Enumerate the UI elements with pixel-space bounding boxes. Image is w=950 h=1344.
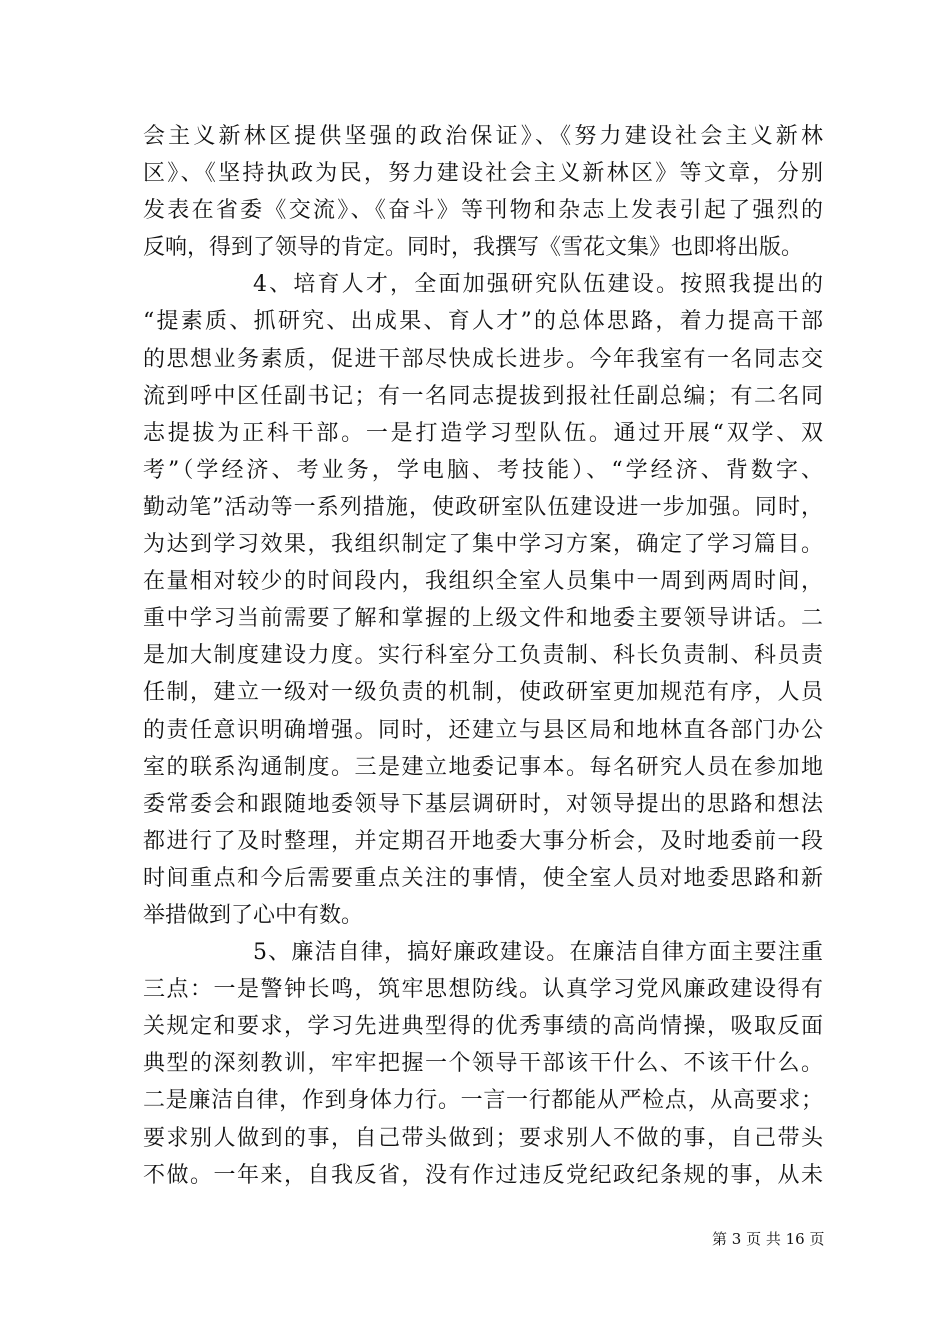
text-line: 要求别人做到的事，自己带头做到；要求别人不做的事，自己带头 xyxy=(143,1125,823,1151)
text-line: 都进行了及时整理，并定期召开地委大事分析会，及时地委前一段 xyxy=(143,828,823,854)
text-line: 的思想业务素质，促进干部尽快成长进步。今年我室有一名同志交 xyxy=(143,346,823,372)
text-line: 时间重点和今后需要重点关注的事情，使全室人员对地委思路和新 xyxy=(143,865,823,891)
text-line: 委常委会和跟随地委领导下基层调研时，对领导提出的思路和想法 xyxy=(143,791,823,817)
section-heading-line: 4、培育人才，全面加强研究队伍建设。按照我提出的 xyxy=(253,272,823,298)
text-line: 在量相对较少的时间段内，我组织全室人员集中一周到两周时间， xyxy=(143,569,823,595)
body-text xyxy=(143,118,823,1194)
text-line: 勤动笔”活动等一系列措施，使政研室队伍建设进一步加强。同时， xyxy=(143,494,823,520)
text-line: 关规定和要求，学习先进典型得的优秀事绩的高尚情操，吸取反面 xyxy=(143,1014,823,1040)
text-line: 典型的深刻教训，牢牢把握一个领导干部该干什么、不该干什么。 xyxy=(143,1051,823,1077)
page-number-footer: 第 3 页 共 16 页 xyxy=(712,1230,825,1248)
text-line: 志提拔为正科干部。一是打造学习型队伍。通过开展“双学、双 xyxy=(143,420,823,446)
text-line: 区》、《坚持执政为民，努力建设社会主义新林区》等文章，分别 xyxy=(143,161,823,187)
text-line: 流到呼中区任副书记；有一名同志提拔到报社任副总编；有二名同 xyxy=(143,383,823,409)
text-line: 发表在省委《交流》、《奋斗》等刊物和杂志上发表引起了强烈的 xyxy=(143,198,823,224)
section-heading-line: 5、廉洁自律，搞好廉政建设。在廉洁自律方面主要注重 xyxy=(253,940,823,966)
text-line: 举措做到了心中有数。 xyxy=(143,902,364,928)
text-line: 三点：一是警钟长鸣，筑牢思想防线。认真学习党风廉政建设得有 xyxy=(143,977,823,1003)
text-line: 为达到学习效果，我组织制定了集中学习方案，确定了学习篇目。 xyxy=(143,532,823,558)
text-line: 会主义新林区提供坚强的政治保证》、《努力建设社会主义新林 xyxy=(143,124,823,149)
text-line: 任制，建立一级对一级负责的机制，使政研室更加规范有序，人员 xyxy=(143,680,823,706)
text-line: 重中学习当前需要了解和掌握的上级文件和地委主要领导讲话。二 xyxy=(143,606,823,632)
text-line: 二是廉洁自律，作到身体力行。一言一行都能从严检点，从高要求； xyxy=(143,1088,823,1114)
text-line: 的责任意识明确增强。同时，还建立与县区局和地林直各部门办公 xyxy=(143,717,823,743)
text-line: 室的联系沟通制度。三是建立地委记事本。每名研究人员在参加地 xyxy=(143,754,823,780)
text-line: 是加大制度建设力度。实行科室分工负责制、科长负责制、科员责 xyxy=(143,643,823,669)
text-line: “提素质、抓研究、出成果、育人才”的总体思路，着力提高干部 xyxy=(143,309,823,335)
text-line: 反响，得到了领导的肯定。同时，我撰写《雪花文集》也即将出版。 xyxy=(143,235,804,261)
text-line: 不做。一年来，自我反省，没有作过违反党纪政纪条规的事，从未 xyxy=(143,1162,823,1188)
text-line: 考”（学经济、考业务，学电脑、考技能）、“学经济、背数字、 xyxy=(143,457,823,483)
